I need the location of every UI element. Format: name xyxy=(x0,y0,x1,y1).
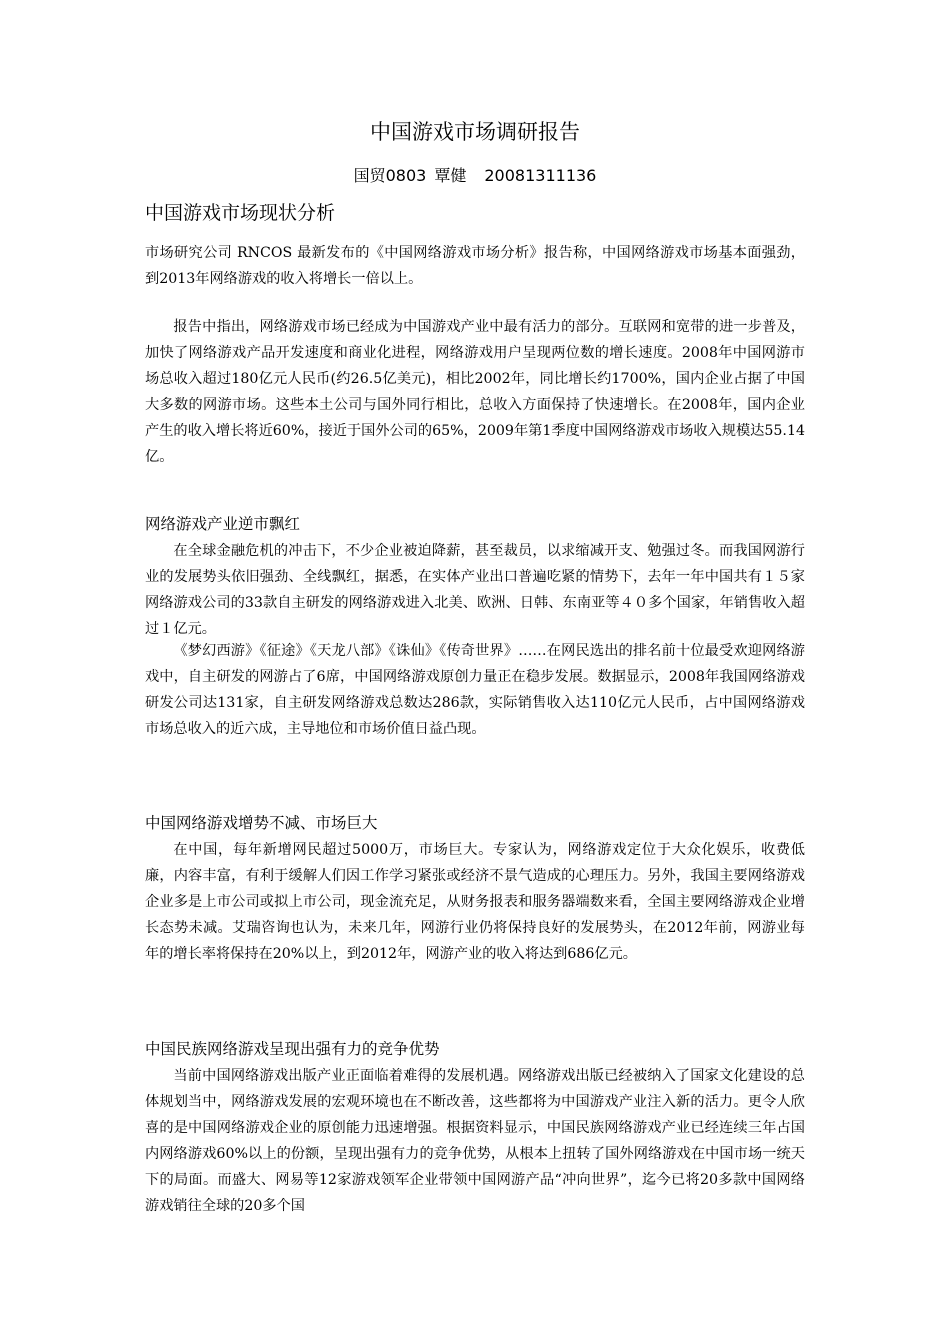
intro-paragraph: 市场研究公司 RNCOS 最新发布的《中国网络游戏市场分析》报告称，中国网络游戏市场基本面强劲，到2013年网络游戏的收入将增长一倍以上。 xyxy=(145,245,805,287)
subsection-heading-market: 中国网络游戏增势不减、市场巨大 xyxy=(145,814,378,832)
report-paragraph: 报告中指出，网络游戏市场已经成为中国游戏产业中最有活力的部分。互联网和宽带的进一步普及，加快了网络游戏产品开发速度和商业化进程，网络游戏用户呈现两位数的增长速度。2008年中国网游市场总收入超过180亿元人民币(约26.5亿美元)，相比2002年，同比增长约1700%，国内企业占据了中国大多数的网游市场。这些本土公司与国外同行相比，总收入方面保持了快速增长。在2008年，国内企业产生的收入增长将近60%，接近于国外公司的65%，2009年第1季度中国网络游戏市场收入规模达55.14亿。 xyxy=(145,319,805,465)
paragraph-competitive-advantage: 当前中国网络游戏出版产业正面临着难得的发展机遇。网络游戏出版已经被纳入了国家文化建设的总体规划当中，网络游戏发展的宏观环境也在不断改善，这些都将为中国游戏产业注入新的活力。更令人欣喜的是中国网络游戏企业的原创能力迅速增强。根据资料显示，中国民族网络游戏产业已经连续三年占国内网络游戏60%以上的份额，呈现出强有力的竞争优势，从根本上扭转了国外网络游戏在中国市场一统天下的局面。而盛大、网易等12家游戏领军企业带领中国网游产品“冲向世界”，迄今已将20多款中国网络游戏销往全球的20多个国 xyxy=(145,1068,805,1214)
subsection-heading-growth: 网络游戏产业逆市飘红 xyxy=(145,515,301,533)
paragraph-market-size: 在中国，每年新增网民超过5000万，市场巨大。专家认为，网络游戏定位于大众化娱乐，收费低廉，内容丰富，有利于缓解人们因工作学习紧张或经济不景气造成的心理压力。另外，我国主要网络游戏企业多是上市公司或拟上市公司，现金流充足，从财务报表和服务器端数来看，全国主要网络游戏企业增长态势未减。艾瑞咨询也认为，未来几年，网游行业仍将保持良好的发展势头，在2012年前，网游业每年的增长率将保持在20%以上，到2012年，网游产业的收入将达到686亿元。 xyxy=(145,842,805,962)
author-line xyxy=(0,163,950,189)
subsection-heading-competition: 中国民族网络游戏呈现出强有力的竞争优势 xyxy=(145,1040,440,1058)
author-class: 国贸0803 xyxy=(353,166,427,185)
paragraph-financial-crisis: 在全球金融危机的冲击下，不少企业被迫降薪，甚至裁员，以求缩减开支、勉强过冬。而我国网游行业的发展势头依旧强劲、全线飘红，据悉，在实体产业出口普遍吃紧的情势下，去年一年中国共有１５家网络游戏公司的33款自主研发的网络游戏进入北美、欧洲、日韩、东南亚等４０多个国家，年销售收入超过１亿元。 xyxy=(145,543,805,637)
author-student-id: 20081311136 xyxy=(484,166,597,185)
document-title: 中国游戏市场调研报告 xyxy=(370,120,580,144)
paragraph-top-games: 《梦幻西游》《征途》《天龙八部》《诛仙》《传奇世界》……在网民选出的排名前十位最受欢迎网络游戏中，自主研发的网游占了6席，中国网络游戏原创力量正在稳步发展。数据显示，2008年我国网络游戏研发公司达131家，自主研发网络游戏总数达286款，实际销售收入达110亿元人民币，占中国网络游戏市场总收入的近六成，主导地位和市场价值日益凸现。 xyxy=(145,643,805,737)
section-heading: 中国游戏市场现状分析 xyxy=(145,202,336,224)
author-name: 覃健 xyxy=(434,166,467,185)
